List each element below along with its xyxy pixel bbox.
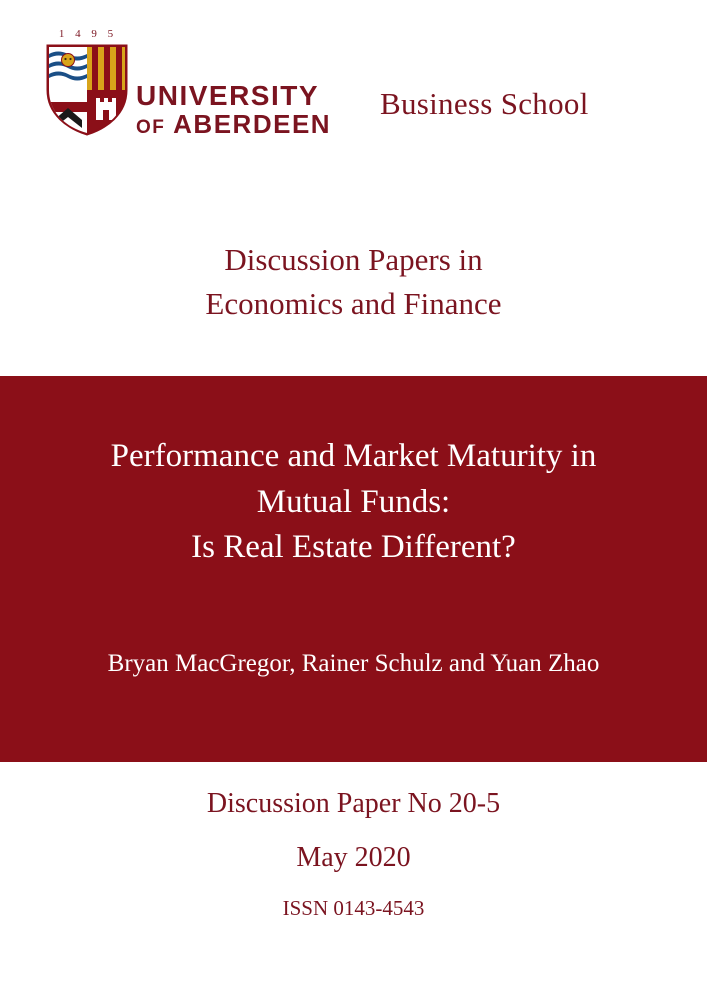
paper-title <box>30 434 677 571</box>
university-logo <box>44 28 344 156</box>
university-wordmark <box>136 82 366 140</box>
series-title-line1: Discussion Papers in <box>224 242 483 277</box>
title-band <box>0 376 707 762</box>
university-name-of: OF <box>136 117 166 138</box>
university-crest-icon <box>44 28 130 136</box>
issn-label: ISSN 0143-4543 <box>282 896 425 920</box>
university-name-line1: UNIVERSITY <box>136 80 320 111</box>
series-title-line2: Economics and Finance <box>205 286 502 322</box>
paper-authors: Bryan MacGregor, Rainer Schulz and Yuan Zhao <box>107 650 600 677</box>
page-header <box>0 28 707 158</box>
paper-title-line2: Mutual Funds: <box>256 483 451 520</box>
paper-title-line3: Is Real Estate Different? <box>191 529 516 566</box>
discussion-paper-number: Discussion Paper No 20-5 <box>206 788 501 819</box>
publication-date: May 2020 <box>296 842 411 873</box>
series-title <box>0 238 707 326</box>
paper-title-line1: Performance and Market Maturity in <box>110 438 597 474</box>
business-school-label: Business School <box>380 86 589 121</box>
crest-year-label: 1 4 9 5 <box>58 28 118 40</box>
page-footer <box>0 790 707 919</box>
university-name-line2 <box>136 110 366 140</box>
university-name-aberdeen: ABERDEEN <box>173 109 332 139</box>
